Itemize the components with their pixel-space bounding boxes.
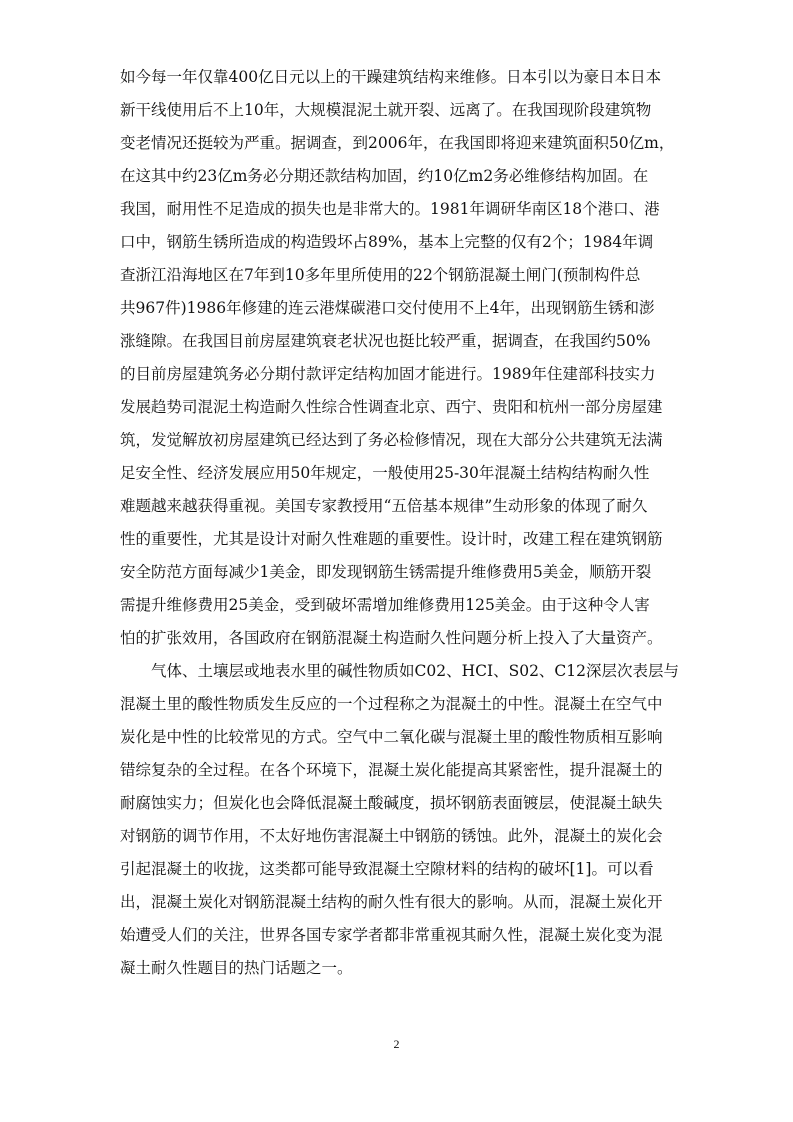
text-line: 在这其中约23亿m务必分期还款结构加固，约10亿m2务必维修结构加固。在 xyxy=(120,167,649,185)
text-line: 需提升维修费用25美金，受到破坏需增加维修费用125美金。由于这种令人害 xyxy=(120,596,650,614)
text-line: 炭化是中性的比较常见的方式。空气中二氧化碳与混凝土里的酸性物质相互影响 xyxy=(120,728,663,746)
text-line: 足安全性、经济发展应用50年规定，一般使用25-30年混凝土结构结构耐久性 xyxy=(120,464,650,482)
text-line: 混凝土里的酸性物质发生反应的一个过程称之为混凝土的中性。混凝土在空气中 xyxy=(120,695,663,713)
text-line: 错综复杂的全过程。在各个环境下，混凝土炭化能提高其紧密性，提升混凝土的 xyxy=(120,761,663,779)
text-line: 我国，耐用性不足造成的损失也是非常大的。1981年调研华南区18个港口、港 xyxy=(120,200,660,218)
text-line: 如今每一年仅靠400亿日元以上的干躁建筑结构来维修。日本引以为豪日本日本 xyxy=(120,68,662,86)
text-line: 发展趋势司混泥土构造耐久性综合性调查北京、西宁、贵阳和杭州一部分房屋建 xyxy=(120,398,663,416)
text-line: 引起混凝土的收拢，这类都可能导致混凝土空隙材料的结构的破坏[1]。可以看 xyxy=(120,860,654,878)
text-line: 新干线使用后不上10年，大规模混泥土就开裂、远离了。在我国现阶段建筑物 xyxy=(120,101,652,119)
text-line: 性的重要性，尤其是设计对耐久性难题的重要性。设计时，改建工程在建筑钢筋 xyxy=(120,530,663,548)
text-line: 凝土耐久性题目的热门话题之一。 xyxy=(120,959,353,977)
text-line: 变老情况还挺较为严重。据调查，到2006年，在我国即将迎来建筑面积50亿m， xyxy=(120,134,675,152)
text-line: 怕的扩张效用，各国政府在钢筋混凝土构造耐久性问题分析上投入了大量资产。 xyxy=(120,629,663,647)
text-line: 对钢筋的调节作用，不太好地伤害混凝土中钢筋的锈蚀。此外，混凝土的炭化会 xyxy=(120,827,663,845)
text-line: 难题越来越获得重视。美国专家教授用“五倍基本规律”生动形象的体现了耐久 xyxy=(120,497,648,515)
text-line: 共967件)1986年修建的连云港煤碳港口交付使用不上4年，出现钢筋生锈和澎 xyxy=(120,299,655,317)
text-line: 的目前房屋建筑务必分期付款评定结构加固才能进行。1989年住建部科技实力 xyxy=(120,365,656,383)
text-line: 查浙江沿海地区在7年到10多年里所使用的22个钢筋混凝土闸门(预制构件总 xyxy=(120,266,641,284)
text-line: 始遭受人们的关注，世界各国专家学者都非常重视其耐久性，混凝土炭化变为混 xyxy=(120,926,663,944)
text-line: 安全防范方面每减少1美金，即发现钢筋生锈需提升维修费用5美金，顺筋开裂 xyxy=(120,563,652,581)
text-line: 出，混凝土炭化对钢筋混凝土结构的耐久性有很大的影响。从而，混凝土炭化开 xyxy=(120,893,663,911)
text-line: 涨缝隙。在我国目前房屋建筑衰老状况也挺比较严重，据调查，在我国约50% xyxy=(120,332,651,350)
text-line: 筑，发觉解放初房屋建筑已经达到了务必检修情况，现在大部分公共建筑无法满 xyxy=(120,431,663,449)
text-line: 耐腐蚀实力；但炭化也会降低混凝土酸碱度，损坏钢筋表面镀层，使混凝土缺失 xyxy=(120,794,663,812)
paragraph-first-line: 气体、土壤层或地表水里的碱性物质如C02、HCI、S02、C12深层次表层与 xyxy=(151,662,680,680)
text-line: 口中，钢筋生锈所造成的构造毁坏占89%，基本上完整的仅有2个；1984年调 xyxy=(120,233,654,251)
page-number: 2 xyxy=(393,1037,400,1051)
